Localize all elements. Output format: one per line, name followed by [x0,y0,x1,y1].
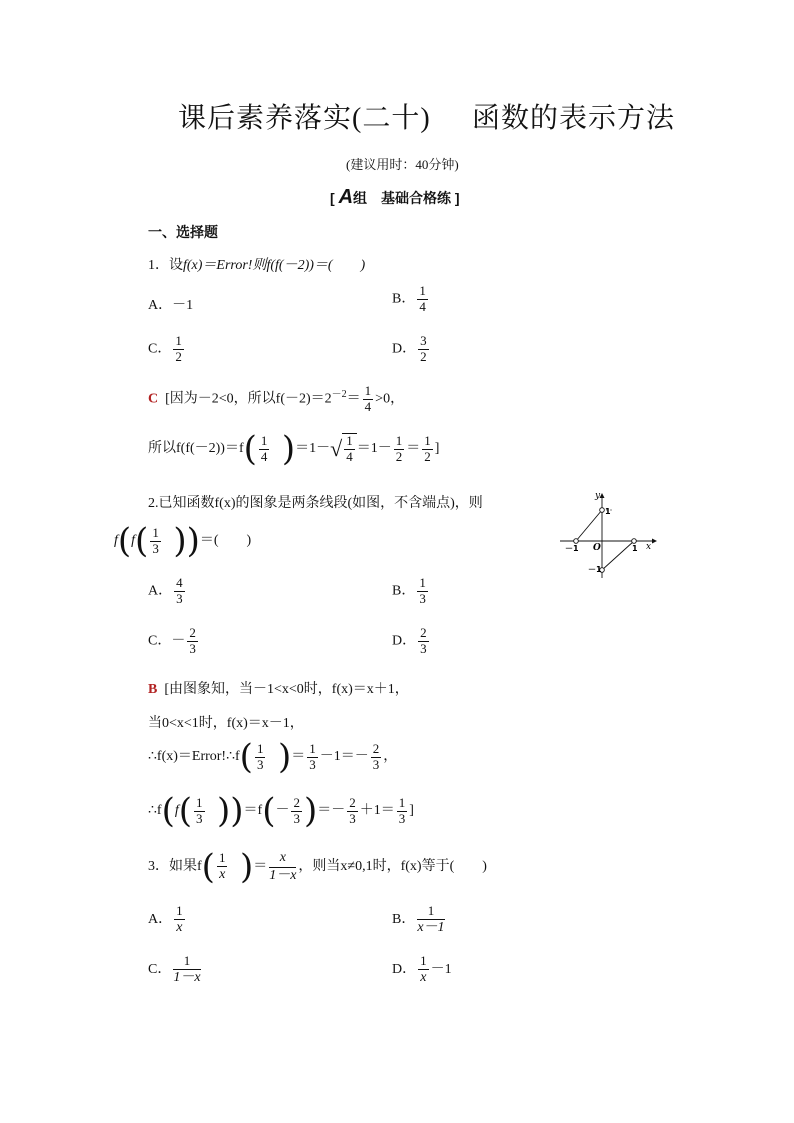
q1-option-a: A．－1 [148,298,194,313]
q1-option-c: C． $\frac{1}{2}$ [148,333,182,364]
y-axis-arrow [600,493,605,498]
q2-solution-line-3: ∴f(x)＝Error!∴f( $\frac{1}{3}$ )＝ $\frac{1}{3}$ －1＝－ $\frac{2}{3}$ ， [148,737,398,777]
page-title: 课后素养落实(二十) [178,103,431,134]
section-heading: 一、选择题 [148,224,218,240]
segment-left [576,510,602,541]
q2-answer-letter: B [148,682,158,697]
q2-option-c: C．－ $\frac{2}{3}$ [148,625,196,656]
tick-x-neg1: －1 [565,544,579,553]
x-axis-label: x [646,542,652,552]
q2-option-a: A． $\frac{4}{3}$ [148,575,183,606]
q2-option-d: D． $\frac{2}{3}$ [392,625,427,656]
question-2-stem: 2.已知函数f(x)的图象是两条线段(如图，不含端点)，则 [148,496,483,511]
q2-solution-line-4: ∴f(f( $\frac{1}{3}$ ))＝f(－ $\frac{2}{3}$ )＝－ $\frac{2}{3}$ ＋1＝ $\frac{1}{3}$ ] [148,791,414,831]
open-endpoint [632,539,637,544]
open-endpoint [574,539,579,544]
q3-option-b: B． $\frac{1}{x-1}$ [392,903,445,935]
tick-y-neg1: －1 [588,565,602,574]
q1-option-d: D． $\frac{3}{2}$ [392,333,427,364]
tick-y-pos1: 1 [605,507,611,516]
question-2-expression: f(f( $\frac{1}{3}$ ))＝( ) [114,521,252,561]
q1-solution-line-1: C [因为－2<0，所以$f(-2)=2^{-2}=$ $\frac{1}{4}$ >0， [148,383,405,414]
segment-right [602,541,634,570]
q2-function-graph [560,488,662,580]
q2-solution-line-2: 当0<x<1时，f(x)＝x－1， [148,716,304,731]
q2-solution-line-1: B [由图象知，当－1<x<0时，f(x)＝x＋1， [148,682,409,697]
question-3-stem: 3．如果f( $\frac{1}{x}$ )＝ $\frac{x}{1-x}$ ，则当x≠0,1时，f(x)等于( ) [148,847,487,887]
q1-answer-letter: C [148,391,159,407]
group-heading: [ A组 基础合格练 ] [330,186,460,208]
origin-label: O [593,543,601,553]
tick-x-pos1: 1 [632,544,638,553]
page-title-topic: 函数的表示方法 [472,103,676,134]
q3-option-a: A． $\frac{1}{x}$ [148,903,183,935]
q3-option-d: D． $\frac{1}{x} -1$ [392,953,452,985]
q1-solution-line-2: 所以f(f(－2))＝f( $\frac{1}{4}$ )＝1－√ $\frac{1}{4}$ ＝1－ $\frac{1}{2}$ ＝ $\frac{1}{2}$ ] [148,429,440,469]
y-axis-label: y [595,491,601,501]
q2-option-b: B． $\frac{1}{3}$ [392,575,426,606]
x-axis-arrow [652,539,657,544]
open-endpoint [600,508,605,513]
time-note: (建议用时：40分钟) [346,157,459,172]
q1-option-b: B． $\frac{1}{4}$ [392,283,426,314]
q3-option-c: C． $\frac{1}{1-x}$ [148,953,201,985]
question-1-stem: 1．设f(x)＝Error!则f(f(－2))＝( ) [148,258,366,273]
